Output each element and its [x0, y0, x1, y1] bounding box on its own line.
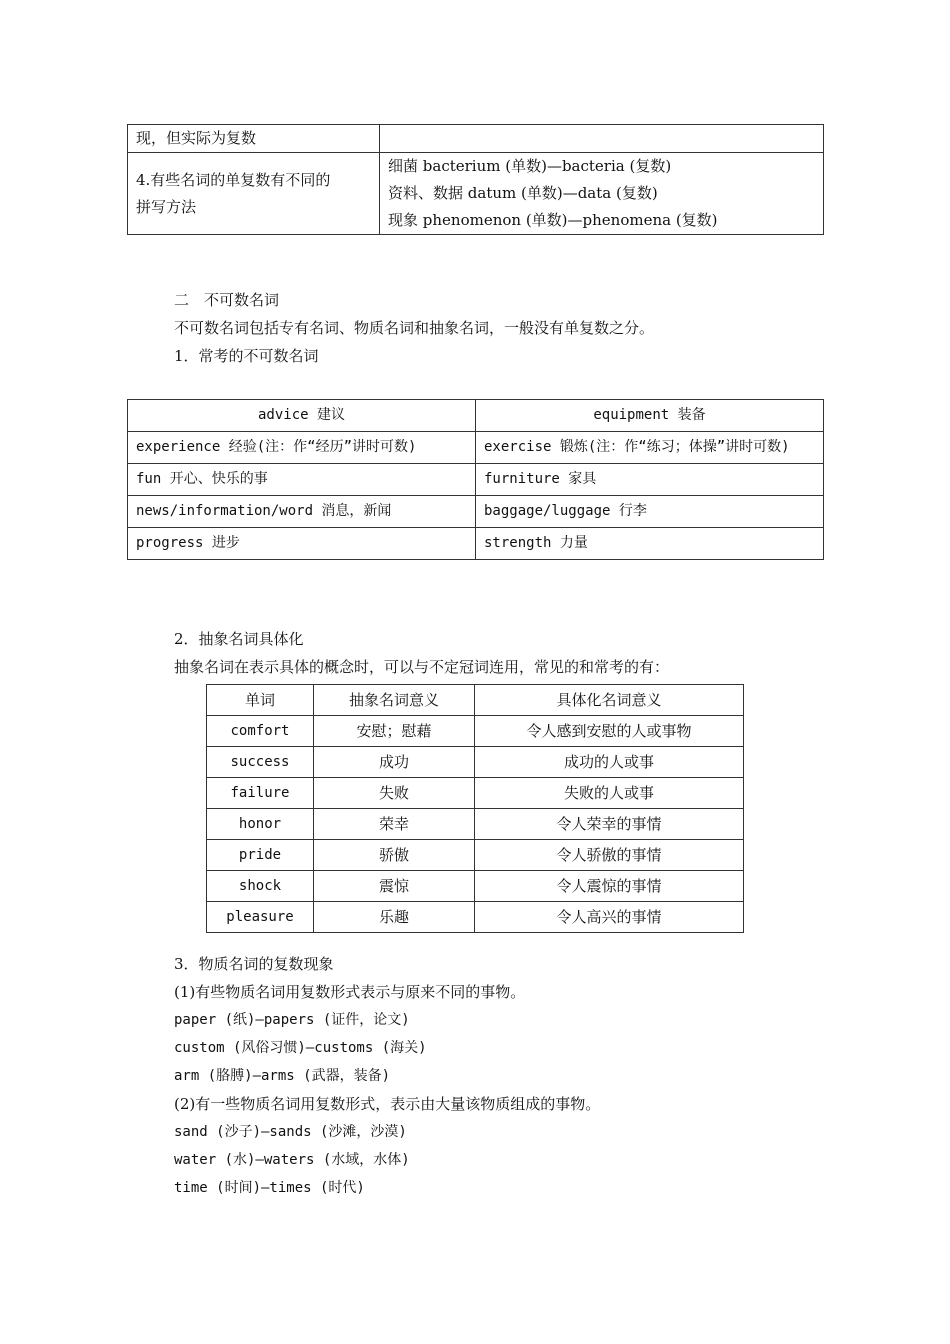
table-cell: 令人高兴的事情 [475, 902, 744, 933]
table-row [207, 685, 744, 716]
table-row [128, 432, 824, 464]
table-cell: 现，但实际为复数 [128, 125, 380, 153]
table-cell: pleasure [207, 902, 314, 933]
text-line: arm (胳膊)—arms (武器，装备) [174, 1068, 391, 1084]
text-line: custom (风俗习惯)—customs (海关) [174, 1040, 427, 1056]
table-header-cell: 具体化名词意义 [475, 685, 744, 716]
table-row [207, 840, 744, 871]
table-cell: shock [207, 871, 314, 902]
text-line: water (水)—waters (水域，水体) [174, 1152, 410, 1168]
table-cell: fun 开心、快乐的事 [128, 464, 476, 496]
table-cell: 安慰；慰藉 [314, 716, 475, 747]
text-line: sand (沙子)—sands (沙滩，沙漠) [174, 1124, 407, 1140]
table-cell: 乐趣 [314, 902, 475, 933]
table-cell: experience 经验(注：作“经历”讲时可数) [128, 432, 476, 464]
cell-line: 资料、数据 datum (单数)—data (复数) [388, 184, 658, 202]
table-header-cell: 抽象名词意义 [314, 685, 475, 716]
table-cell [380, 153, 824, 235]
table-header-cell: advice 建议 [128, 400, 476, 432]
table-row [128, 464, 824, 496]
table-row [128, 528, 824, 560]
uncountable-nouns-table [127, 399, 824, 560]
table-header-cell: equipment 装备 [476, 400, 824, 432]
table-cell: 成功 [314, 747, 475, 778]
subsection-heading: 3．物质名词的复数现象 [174, 955, 334, 973]
table-cell: 荣幸 [314, 809, 475, 840]
table-cell: 令人荣幸的事情 [475, 809, 744, 840]
table-row [128, 496, 824, 528]
table-row [207, 778, 744, 809]
table-cell: comfort [207, 716, 314, 747]
text-line: (2)有一些物质名词用复数形式，表示由大量该物质组成的事物。 [174, 1095, 601, 1113]
table-cell: 令人骄傲的事情 [475, 840, 744, 871]
table-cell: pride [207, 840, 314, 871]
cell-line: 拼写方法 [136, 197, 197, 216]
table-cell: progress 进步 [128, 528, 476, 560]
table-row [207, 902, 744, 933]
table-cell: 失败 [314, 778, 475, 809]
table-cell: 令人感到安慰的人或事物 [475, 716, 744, 747]
text-line: time (时间)—times (时代) [174, 1180, 365, 1196]
subsection-heading: 1．常考的不可数名词 [174, 347, 319, 365]
table-cell: 令人震惊的事情 [475, 871, 744, 902]
table-row [128, 125, 824, 153]
table-cell [380, 125, 824, 153]
section-intro: 不可数名词包括专有名词、物质名词和抽象名词，一般没有单复数之分。 [174, 319, 655, 337]
table-cell: exercise 锻炼(注：作“练习；体操”讲时可数) [476, 432, 824, 464]
table-cell [128, 153, 380, 235]
text-line: paper (纸)—papers (证件，论文) [174, 1012, 410, 1028]
table-row [207, 747, 744, 778]
cell-line: 细菌 bacterium (单数)—bacteria (复数) [388, 157, 672, 175]
table-row [207, 871, 744, 902]
table-header-cell: 单词 [207, 685, 314, 716]
table-cell: failure [207, 778, 314, 809]
table-cell: 成功的人或事 [475, 747, 744, 778]
table-cell: 骄傲 [314, 840, 475, 871]
section-heading: 二 不可数名词 [174, 291, 280, 309]
table-cell: honor [207, 809, 314, 840]
abstract-nouns-table [206, 684, 744, 933]
table-cell: news/information/word 消息，新闻 [128, 496, 476, 528]
table-cell: success [207, 747, 314, 778]
table-row [128, 400, 824, 432]
text-line: (1)有些物质名词用复数形式表示与原来不同的事物。 [174, 983, 526, 1001]
table-row [207, 809, 744, 840]
table-cell: strength 力量 [476, 528, 824, 560]
table-cell: 震惊 [314, 871, 475, 902]
table-row [128, 153, 824, 235]
subsection-heading: 2．抽象名词具体化 [174, 630, 304, 648]
table-row [207, 716, 744, 747]
table-cell: 失败的人或事 [475, 778, 744, 809]
cell-line: 4.有些名词的单复数有不同的 [136, 170, 331, 189]
cell-line: 现象 phenomenon (单数)—phenomena (复数) [388, 211, 718, 229]
table-cell: baggage/luggage 行李 [476, 496, 824, 528]
plural-spelling-table [127, 124, 824, 235]
table-cell: furniture 家具 [476, 464, 824, 496]
subsection-intro: 抽象名词在表示具体的概念时，可以与不定冠词连用，常见的和常考的有： [174, 658, 670, 676]
